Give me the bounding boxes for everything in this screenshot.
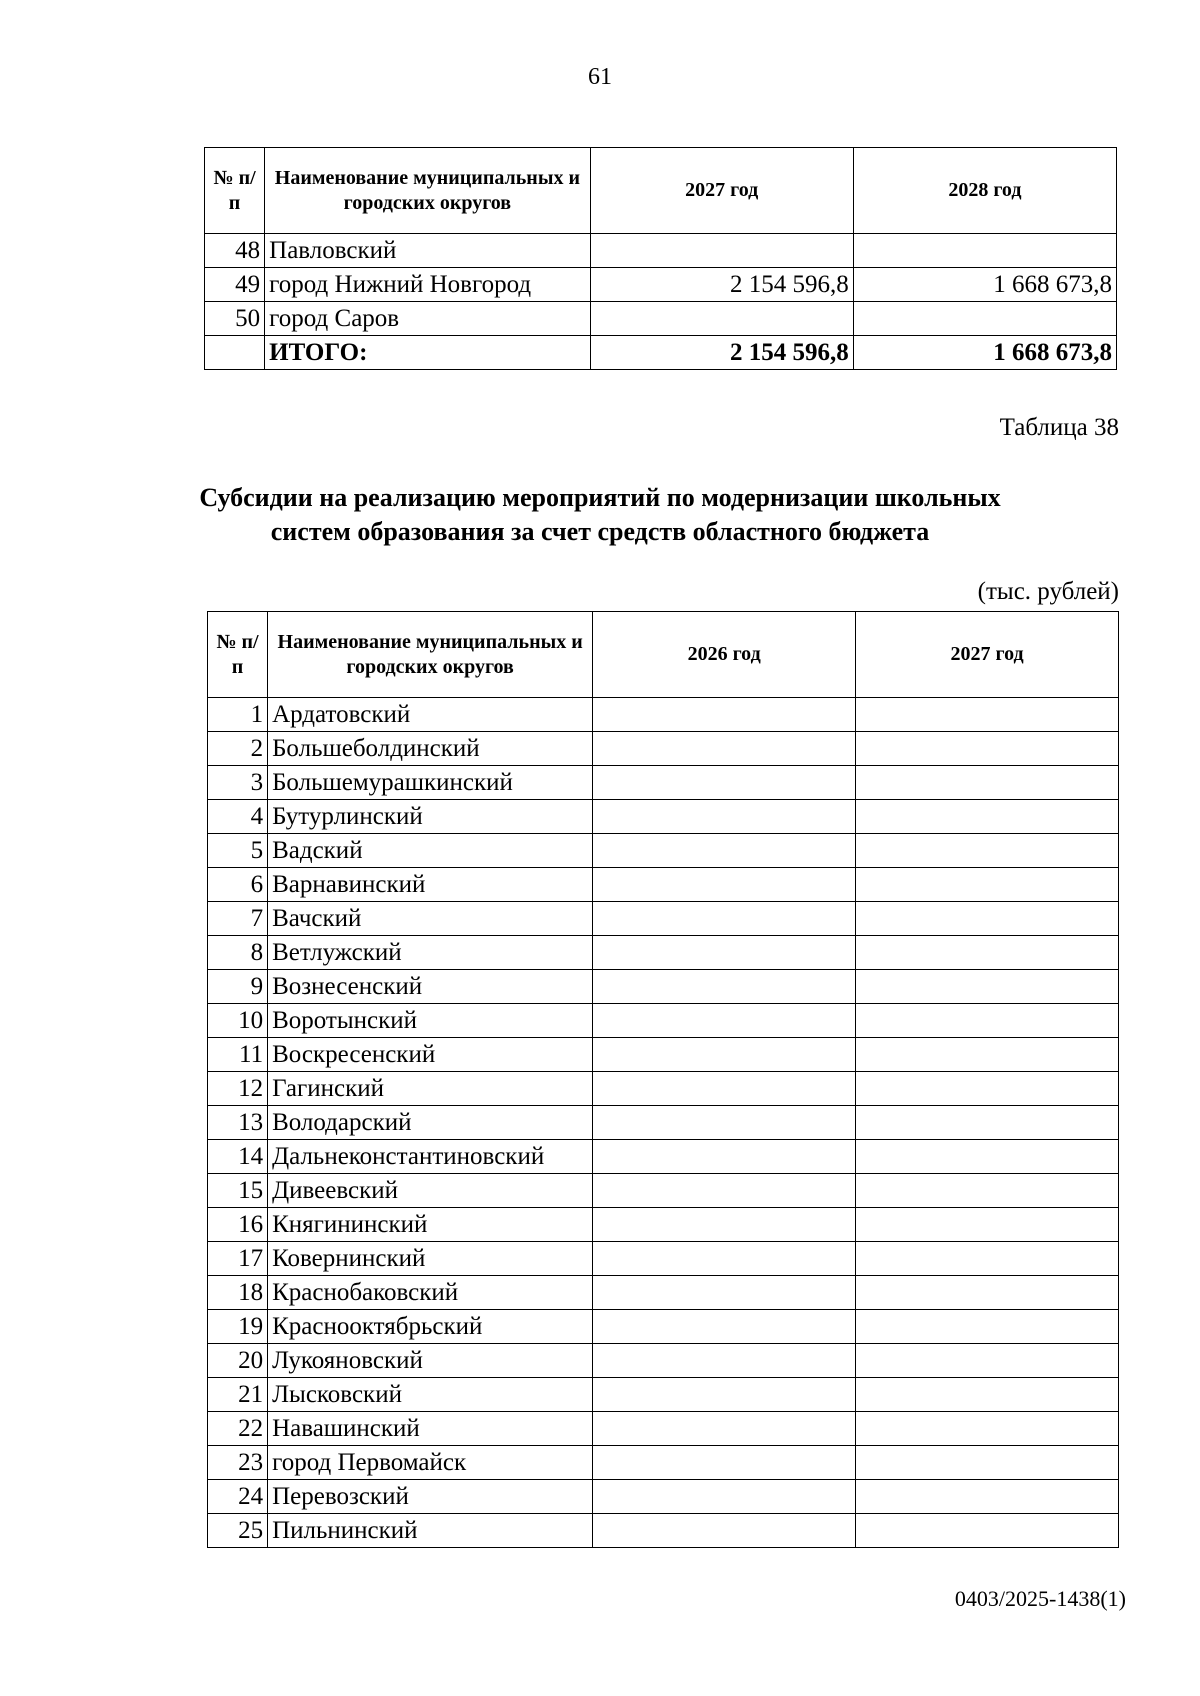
table-row (205, 234, 1117, 268)
row-value-2027 (856, 766, 1119, 800)
table-row (208, 1174, 1119, 1208)
row-value-2027 (856, 1140, 1119, 1174)
row-value-2027 (856, 1378, 1119, 1412)
row-value-2026 (593, 936, 856, 970)
row-name: Вачский (268, 902, 593, 936)
row-num: 16 (208, 1208, 268, 1242)
table-row (205, 302, 1117, 336)
row-value-2027 (856, 1242, 1119, 1276)
row-value-2026 (593, 1208, 856, 1242)
row-num: 14 (208, 1140, 268, 1174)
row-value-2027 (856, 800, 1119, 834)
row-name: Ковернинский (268, 1242, 593, 1276)
row-num: 24 (208, 1480, 268, 1514)
row-value-2027 (856, 1072, 1119, 1106)
table-title (0, 481, 1200, 549)
row-value-2027 (856, 1412, 1119, 1446)
row-name: Бутурлинский (268, 800, 593, 834)
header-name: Наименование муниципальных и городских округов (265, 148, 590, 234)
row-value-2027 (856, 1038, 1119, 1072)
row-value-2027 (856, 1276, 1119, 1310)
row-value-2027 (856, 936, 1119, 970)
document-code: 0403/2025-1438(1) (954, 1586, 1126, 1611)
row-num: 25 (208, 1514, 268, 1548)
row-name: Варнавинский (268, 868, 593, 902)
row-name: Пильнинский (268, 1514, 593, 1548)
row-name: Княгининский (268, 1208, 593, 1242)
row-name: Навашинский (268, 1412, 593, 1446)
row-num: 23 (208, 1446, 268, 1480)
row-value-2028: 1 668 673,8 (853, 268, 1116, 302)
row-value-2026 (593, 868, 856, 902)
table-row (208, 1072, 1119, 1106)
row-num: 48 (205, 234, 265, 268)
row-value-2026 (593, 902, 856, 936)
row-name: Краснобаковский (268, 1276, 593, 1310)
row-num: 13 (208, 1106, 268, 1140)
row-value-2027 (856, 1344, 1119, 1378)
row-name: Ардатовский (268, 698, 593, 732)
table-row (208, 698, 1119, 732)
row-value-2026 (593, 1344, 856, 1378)
row-num: 4 (208, 800, 268, 834)
total-value-2028: 1 668 673,8 (853, 336, 1116, 370)
row-name: Ветлужский (268, 936, 593, 970)
row-num: 22 (208, 1412, 268, 1446)
table-row (208, 834, 1119, 868)
row-value-2026 (593, 1514, 856, 1548)
table-row (208, 1446, 1119, 1480)
row-value-2027 (856, 1174, 1119, 1208)
table-label: Таблица 38 (999, 414, 1119, 441)
row-num: 15 (208, 1174, 268, 1208)
row-num: 11 (208, 1038, 268, 1072)
row-num: 1 (208, 698, 268, 732)
row-num: 17 (208, 1242, 268, 1276)
table-row (208, 970, 1119, 1004)
table-header-row (205, 148, 1117, 234)
row-name: Дивеевский (268, 1174, 593, 1208)
table-row (205, 268, 1117, 302)
table-row (208, 902, 1119, 936)
row-value-2026 (593, 1004, 856, 1038)
row-value-2026 (593, 1378, 856, 1412)
table-row (208, 1106, 1119, 1140)
row-value-2027 (590, 302, 853, 336)
row-value-2026 (593, 698, 856, 732)
row-name: Воротынский (268, 1004, 593, 1038)
row-name: город Первомайск (268, 1446, 593, 1480)
row-value-2027 (856, 1514, 1119, 1548)
funding-table-continued (204, 147, 1117, 370)
units-label: (тыс. рублей) (977, 578, 1119, 605)
row-value-2027: 2 154 596,8 (590, 268, 853, 302)
row-value-2026 (593, 1446, 856, 1480)
row-value-2027 (590, 234, 853, 268)
row-num: 5 (208, 834, 268, 868)
table-row (208, 1412, 1119, 1446)
row-name: Большеболдинский (268, 732, 593, 766)
table-row (208, 1310, 1119, 1344)
row-num: 6 (208, 868, 268, 902)
table-row (208, 766, 1119, 800)
row-name: Володарский (268, 1106, 593, 1140)
row-num: 10 (208, 1004, 268, 1038)
row-num: 20 (208, 1344, 268, 1378)
table-header-row (208, 612, 1119, 698)
row-value-2026 (593, 1412, 856, 1446)
table-row (208, 1378, 1119, 1412)
row-num: 12 (208, 1072, 268, 1106)
table-row (208, 1514, 1119, 1548)
header-name: Наименование муниципальных и городских округов (268, 612, 593, 698)
row-name: Дальнеконстантиновский (268, 1140, 593, 1174)
table-row (208, 800, 1119, 834)
row-value-2026 (593, 1072, 856, 1106)
row-name: Вознесенский (268, 970, 593, 1004)
table-row (208, 1276, 1119, 1310)
row-value-2026 (593, 970, 856, 1004)
row-value-2027 (856, 1310, 1119, 1344)
row-value-2026 (593, 1174, 856, 1208)
row-value-2026 (593, 800, 856, 834)
row-name: Лукояновский (268, 1344, 593, 1378)
table-row (208, 1140, 1119, 1174)
row-value-2027 (856, 1208, 1119, 1242)
row-value-2027 (856, 868, 1119, 902)
row-value-2026 (593, 766, 856, 800)
row-value-2026 (593, 1038, 856, 1072)
total-row (205, 336, 1117, 370)
row-value-2026 (593, 1310, 856, 1344)
subsidies-table (207, 611, 1119, 1548)
row-value-2026 (593, 1242, 856, 1276)
table-row (208, 1242, 1119, 1276)
row-num: 8 (208, 936, 268, 970)
table-row (208, 1344, 1119, 1378)
row-num: 21 (208, 1378, 268, 1412)
row-num: 18 (208, 1276, 268, 1310)
page-number: 61 (588, 64, 612, 90)
total-label: ИТОГО: (265, 336, 590, 370)
table-row (208, 732, 1119, 766)
row-name: Лысковский (268, 1378, 593, 1412)
row-num: 7 (208, 902, 268, 936)
row-value-2026 (593, 1480, 856, 1514)
row-value-2026 (593, 834, 856, 868)
row-value-2026 (593, 1106, 856, 1140)
row-value-2027 (856, 834, 1119, 868)
row-num: 3 (208, 766, 268, 800)
row-value-2027 (856, 732, 1119, 766)
total-value-2027: 2 154 596,8 (590, 336, 853, 370)
table-title-line-2: систем образования за счет средств областного бюджета (270, 517, 930, 546)
row-value-2027 (856, 1004, 1119, 1038)
row-name: Краснооктябрьский (268, 1310, 593, 1344)
row-name: город Нижний Новгород (265, 268, 590, 302)
header-year-2028: 2028 год (853, 148, 1116, 234)
row-value-2026 (593, 1140, 856, 1174)
table-row (208, 1208, 1119, 1242)
row-value-2026 (593, 732, 856, 766)
row-value-2027 (856, 970, 1119, 1004)
row-name: Перевозский (268, 1480, 593, 1514)
row-num: 50 (205, 302, 265, 336)
row-name: Вадский (268, 834, 593, 868)
table-title-line-1: Субсидии на реализацию мероприятий по модернизации школьных (199, 483, 1001, 512)
row-name: Гагинский (268, 1072, 593, 1106)
header-num: № п/п (205, 148, 265, 234)
subsidies-table-body (208, 698, 1119, 1548)
header-year-2026: 2026 год (593, 612, 856, 698)
row-name: город Саров (265, 302, 590, 336)
total-num (205, 336, 265, 370)
header-num: № п/п (208, 612, 268, 698)
table-row (208, 1480, 1119, 1514)
table-row (208, 936, 1119, 970)
row-value-2026 (593, 1276, 856, 1310)
table-row (208, 1038, 1119, 1072)
row-value-2027 (856, 1446, 1119, 1480)
row-num: 19 (208, 1310, 268, 1344)
header-year-2027: 2027 год (590, 148, 853, 234)
header-year-2027: 2027 год (856, 612, 1119, 698)
row-name: Павловский (265, 234, 590, 268)
row-value-2028 (853, 234, 1116, 268)
row-num: 49 (205, 268, 265, 302)
row-value-2027 (856, 902, 1119, 936)
table-row (208, 868, 1119, 902)
row-num: 2 (208, 732, 268, 766)
row-name: Воскресенский (268, 1038, 593, 1072)
row-num: 9 (208, 970, 268, 1004)
row-name: Большемурашкинский (268, 766, 593, 800)
row-value-2028 (853, 302, 1116, 336)
row-value-2027 (856, 698, 1119, 732)
table-row (208, 1004, 1119, 1038)
row-value-2027 (856, 1480, 1119, 1514)
row-value-2027 (856, 1106, 1119, 1140)
